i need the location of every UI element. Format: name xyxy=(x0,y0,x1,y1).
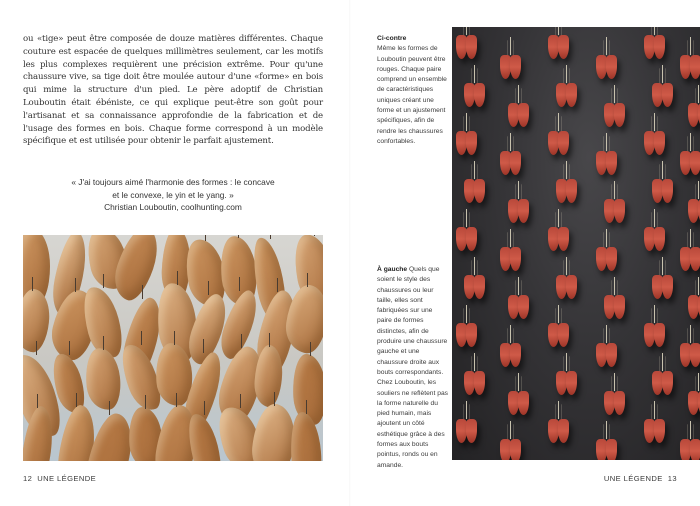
hanging-string xyxy=(76,393,77,407)
hanging-string xyxy=(176,393,177,407)
red-shoe-form xyxy=(604,291,626,319)
quote-line-1: « J'ai toujours aimé l'harmonie des formes : le concave xyxy=(71,177,275,187)
red-shoe-form xyxy=(688,99,700,127)
red-shoe-form xyxy=(500,435,522,460)
body-paragraph: ou «tige» peut être composée de douze matières différentes. Chaque couture est espacée de quelques millimètres seulement, car les motifs les plus complexes requièrent une précision extrême. Pour qu'une chaussure vive, sa tige doit être moulée autour d'une «forme» en bois qui mime la structure d'un pied. Le père adoptif de Christian Louboutin était ébéniste, ce qui explique peut-être son goût pour l'artisanat et sa connaissance approfondie de la fabrication et de l'usage des formes en bois. Chaque forme correspond à un modèle spécifique et est utilisée pour obtenir le parfait ajustement. xyxy=(23,34,323,147)
red-shoe-form xyxy=(500,243,522,271)
red-shoe-form xyxy=(680,243,700,271)
red-shoe-form xyxy=(464,271,486,299)
red-shoe-form xyxy=(456,31,478,59)
red-shoe-form xyxy=(596,339,618,367)
red-shoe-form xyxy=(508,387,530,415)
red-shoe-form xyxy=(604,195,626,223)
hanging-string xyxy=(145,395,146,409)
red-shoe-form xyxy=(456,319,478,347)
hanging-string xyxy=(269,333,270,347)
red-shoe-form xyxy=(604,387,626,415)
red-shoe-form xyxy=(556,367,578,395)
hanging-string xyxy=(270,235,271,239)
red-shoe-form xyxy=(680,147,700,175)
red-shoe-form xyxy=(464,79,486,107)
red-shoe-form xyxy=(644,223,666,251)
red-shoe-form xyxy=(596,243,618,271)
red-shoe-form xyxy=(688,387,700,415)
hanging-string xyxy=(314,235,315,236)
red-shoe-form xyxy=(652,79,674,107)
pull-quote xyxy=(23,176,323,214)
shoe-last xyxy=(23,287,52,353)
red-shoe-form xyxy=(688,291,700,319)
red-shoe-form xyxy=(604,99,626,127)
red-shoe-form xyxy=(508,99,530,127)
red-shoe-form xyxy=(680,51,700,79)
caption-title: Ci-contre xyxy=(377,35,407,42)
red-shoe-form xyxy=(456,127,478,155)
hanging-string xyxy=(241,334,242,348)
red-shoe-form xyxy=(680,435,700,460)
red-shoe-form xyxy=(556,175,578,203)
red-shoe-form xyxy=(652,175,674,203)
red-shoe-form xyxy=(508,195,530,223)
hanging-string xyxy=(205,235,206,241)
red-shoe-form xyxy=(548,415,570,443)
running-title: UNE LÉGENDE xyxy=(37,474,97,483)
hanging-string xyxy=(204,401,205,415)
page-footer-left xyxy=(23,474,96,483)
red-shoe-form xyxy=(652,271,674,299)
red-shoe-form xyxy=(464,175,486,203)
caption-text: Même les formes de Louboutin peuvent être rouges. Chaque paire comprend un ensemble de caractéristiques uniques créant une forme et un ajustement spécifiques, afin de rendre les chaussures confortables. xyxy=(377,45,447,145)
red-shoe-form xyxy=(644,31,666,59)
red-shoe-form xyxy=(556,79,578,107)
book-gutter xyxy=(349,0,351,506)
hanging-string xyxy=(37,394,38,408)
red-shoe-form xyxy=(456,223,478,251)
hanging-string xyxy=(310,342,311,356)
red-shoe-form xyxy=(596,435,618,460)
hanging-string xyxy=(109,401,110,415)
red-shoe-form xyxy=(548,223,570,251)
hanging-string xyxy=(240,394,241,408)
hanging-string xyxy=(177,271,178,285)
red-shoe-form xyxy=(644,319,666,347)
red-shoe-forms-photo xyxy=(452,27,700,460)
hanging-string xyxy=(307,273,308,287)
hanging-string xyxy=(103,336,104,350)
red-shoe-form xyxy=(644,415,666,443)
hanging-string xyxy=(239,277,240,291)
red-shoe-form xyxy=(596,51,618,79)
red-shoe-form xyxy=(500,339,522,367)
hanging-string xyxy=(142,285,143,299)
hanging-string xyxy=(203,339,204,353)
red-shoe-form xyxy=(652,367,674,395)
red-shoe-form xyxy=(596,147,618,175)
red-shoe-form xyxy=(644,127,666,155)
page-number: 12 xyxy=(23,474,33,483)
caption-title: À gauche xyxy=(377,266,408,273)
caption-text: Quels que soient le style des chaussures ou leur taille, elles sont fabriquées sur une paire de formes distinctes, afin de produire une chaussure gauche et une chaussure droite aux bouts correspondants. Chez Louboutin, les souliers ne reflètent pas la forme naturelle du pied humain, mais ajoutent un côté esthétique grâce à des formes aux bouts pointus, ronds ou en amande. xyxy=(377,266,449,469)
hanging-string xyxy=(141,331,142,345)
hanging-string xyxy=(69,341,70,355)
shoe-last xyxy=(83,346,123,411)
red-shoe-form xyxy=(500,147,522,175)
body-text xyxy=(23,33,323,148)
red-shoe-form xyxy=(680,339,700,367)
hanging-string xyxy=(274,392,275,406)
red-shoe-form xyxy=(548,127,570,155)
hanging-string xyxy=(32,277,33,291)
red-shoe-form xyxy=(500,51,522,79)
quote-line-2: et le convexe, le yin et le yang. » xyxy=(112,189,234,200)
red-shoe-form xyxy=(688,195,700,223)
quote-attribution: Christian Louboutin, coolhunting.com xyxy=(104,202,242,213)
red-shoe-form xyxy=(556,271,578,299)
hanging-string xyxy=(174,331,175,345)
hanging-string xyxy=(103,274,104,288)
red-shoe-form xyxy=(456,415,478,443)
caption-a-gauche xyxy=(377,265,449,471)
hanging-string xyxy=(238,235,239,238)
red-shoe-form xyxy=(548,319,570,347)
hanging-string xyxy=(306,400,307,414)
hanging-string xyxy=(277,278,278,292)
running-title: UNE LÉGENDE xyxy=(603,474,663,483)
red-shoe-form xyxy=(508,291,530,319)
hanging-string xyxy=(36,341,37,355)
hanging-string xyxy=(75,278,76,292)
hanging-string xyxy=(208,281,209,295)
wooden-shoe-lasts-photo xyxy=(23,235,323,461)
red-shoe-form xyxy=(464,367,486,395)
caption-ci-contre xyxy=(377,34,449,147)
red-shoe-form xyxy=(548,31,570,59)
page-number: 13 xyxy=(667,474,677,483)
page-footer-right xyxy=(604,474,677,483)
